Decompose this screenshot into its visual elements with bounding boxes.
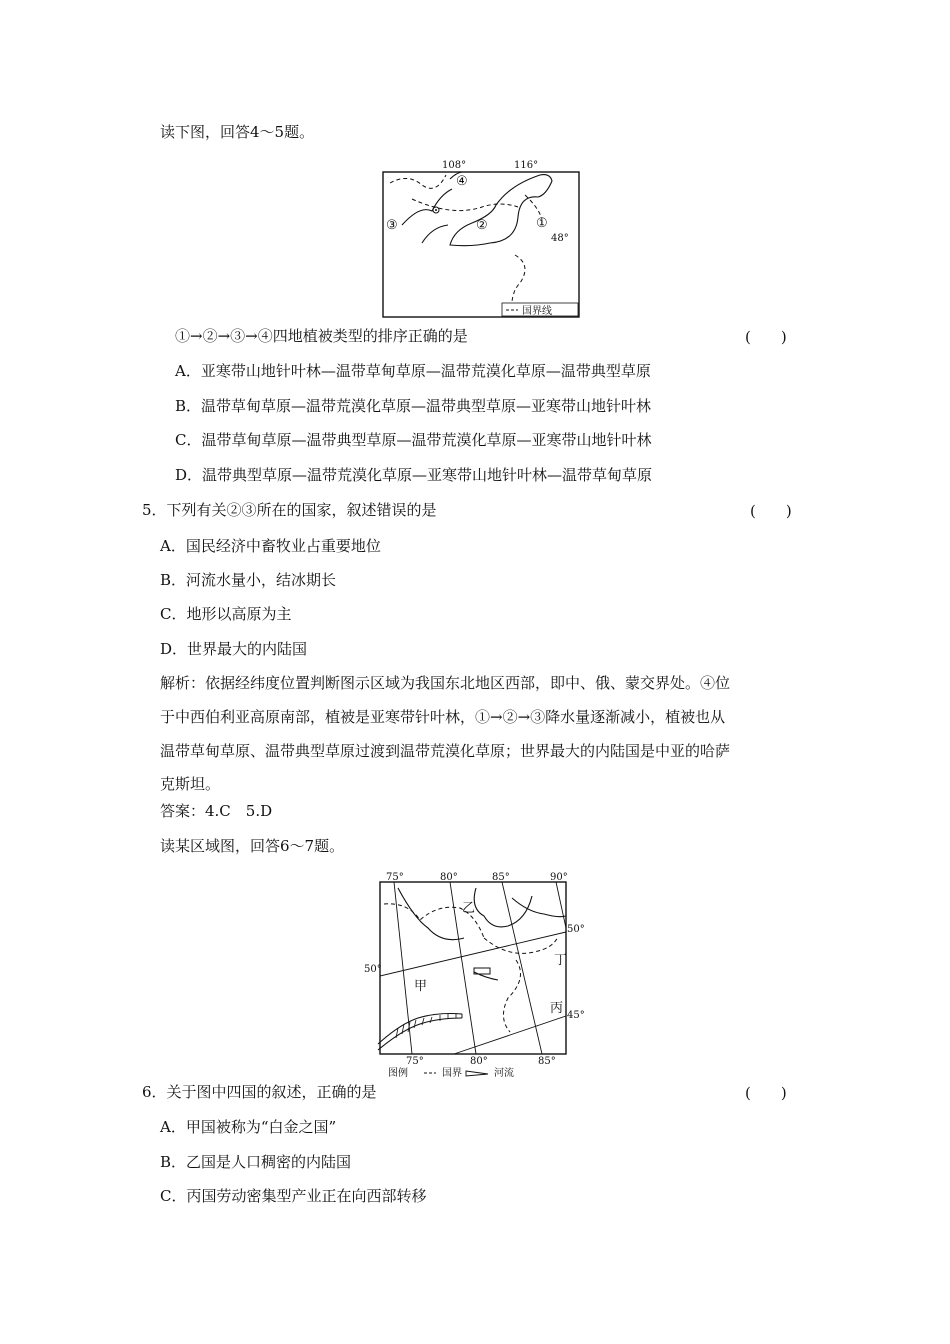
- map2-legend-title: 图例: [388, 1068, 408, 1078]
- q5-option-d: D．世界最大的内陆国: [160, 640, 308, 658]
- map2-bottom-lon-85: 85°: [538, 1056, 556, 1067]
- intro-q4-5: 读下图，回答4～5题。: [160, 123, 315, 141]
- map2-top-lon-85: 85°: [492, 872, 510, 883]
- q6-option-b: B．乙国是人口稠密的内陆国: [160, 1153, 352, 1171]
- analysis-line-3: 温带草甸草原、温带典型草原过渡到温带荒漠化草原；世界最大的内陆国是中亚的哈萨: [160, 742, 731, 760]
- map2-country-yi: 乙: [462, 901, 476, 916]
- q5-stem: 5．下列有关②③所在的国家，叙述错误的是: [142, 501, 437, 519]
- q4-answer-paren: ( ): [745, 328, 787, 346]
- map2-legend-border: 国界: [442, 1068, 462, 1078]
- map2-legend-river: 河流: [494, 1068, 514, 1078]
- q6-answer-paren: ( ): [745, 1084, 787, 1102]
- map-figure-1: [370, 155, 590, 320]
- q5-answer-paren: ( ): [750, 502, 792, 520]
- map1-lon-108: 108°: [442, 160, 467, 171]
- intro-q6-7: 读某区域图，回答6～7题。: [160, 837, 345, 855]
- analysis-line-4: 克斯坦。: [160, 775, 221, 793]
- map2-bottom-lon-75: 75°: [406, 1056, 424, 1067]
- map1-lon-116: 116°: [514, 160, 539, 171]
- map2-lat-45-right: 45°: [567, 1010, 585, 1021]
- map2-top-lon-75: 75°: [386, 872, 404, 883]
- map2-top-lon-80: 80°: [440, 872, 458, 883]
- map2-country-jia: 甲: [414, 979, 428, 994]
- map1-point-1: ①: [536, 216, 548, 231]
- q4-option-a: A．亚寒带山地针叶林—温带草甸草原—温带荒漠化草原—温带典型草原: [175, 362, 651, 380]
- q4-option-d: D．温带典型草原—温带荒漠化草原—亚寒带山地针叶林—温带草甸草原: [175, 466, 653, 484]
- map2-bottom-lon-80: 80°: [470, 1056, 488, 1067]
- q4-option-b: B．温带草甸草原—温带荒漠化草原—温带典型草原—亚寒带山地针叶林: [175, 397, 652, 415]
- q5-option-a: A．国民经济中畜牧业占重要地位: [160, 537, 381, 555]
- map2-lat-50-left: 50°: [364, 964, 382, 975]
- q5-option-b: B．河流水量小，结冰期长: [160, 571, 337, 589]
- map2-country-bing: 丙: [550, 1001, 564, 1016]
- map1-lat-48: 48°: [551, 233, 569, 244]
- map2-lat-50-right: 50°: [567, 924, 585, 935]
- map1-point-3: ③: [386, 218, 398, 233]
- q6-option-c: C．丙国劳动密集型产业正在向西部转移: [160, 1187, 427, 1205]
- map1-point-2: ②: [476, 218, 488, 233]
- q4-option-c: C．温带草甸草原—温带典型草原—温带荒漠化草原—亚寒带山地针叶林: [175, 431, 652, 449]
- analysis-line-2: 于中西伯利亚高原南部，植被是亚寒带针叶林，①→②→③降水量逐渐减小，植被也从: [160, 708, 726, 726]
- map1-point-4: ④: [456, 174, 468, 189]
- q5-option-c: C．地形以高原为主: [160, 605, 292, 623]
- q6-stem: 6．关于图中四国的叙述，正确的是: [142, 1083, 377, 1101]
- q4-stem: ①→②→③→④四地植被类型的排序正确的是: [175, 327, 468, 345]
- map1-legend-border: 国界线: [522, 306, 552, 317]
- map2-top-lon-90: 90°: [550, 872, 568, 883]
- q6-option-a: A．甲国被称为“白金之国”: [160, 1118, 337, 1136]
- map2-country-ding: 丁: [554, 953, 568, 968]
- answer-line: 答案：4.C 5.D: [160, 802, 273, 820]
- map-figure-2: [358, 868, 588, 1078]
- analysis-line-1: 解析：依据经纬度位置判断图示区域为我国东北地区西部，即中、俄、蒙交界处。④位: [160, 674, 731, 692]
